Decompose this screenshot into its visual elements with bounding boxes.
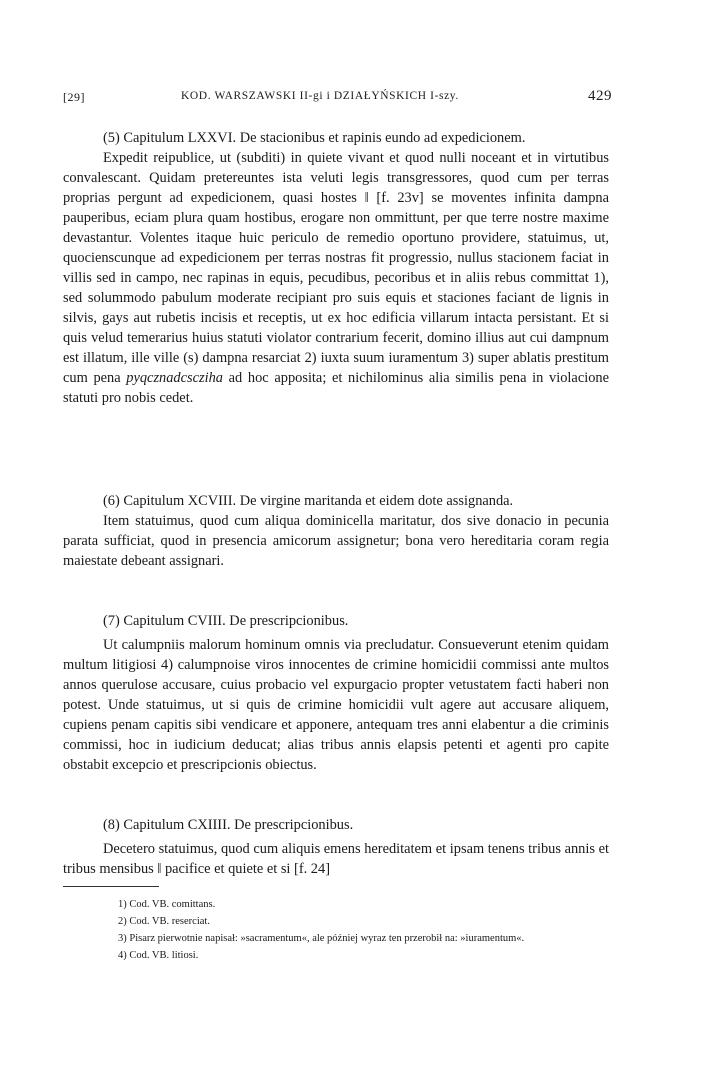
footnote-divider: [63, 886, 159, 887]
footnote: 3) Pisarz pierwotnie napisał: »sacramentum«, ale później wyraz ten przerobił na: »iuramentum«.: [118, 933, 525, 944]
footnote: 4) Cod. VB. litiosi.: [118, 950, 199, 961]
section-text: Ut calumpniis malorum hominum omnis via precludatur. Consueverunt etenim quidam multum litigiosi 4) calumpnoise viros innocentes de crimine homicidii commissi ante multos annos querulose accusare, cuius probacio vel expurgacio propter vetustatem facti haberi non potest. Unde statuimus, ut si quis de crimine homicidii vult agere aut accusare aliquem, cupiens penam capitis sibi vendicare et apponere, antequam tres anni elabentur a die criminis commissi, hoc in iudicium deducat; alias tribus annis elapsis petenti et agenti pro capite obstabit excepcio et prescripcionis obiectus.: [63, 637, 609, 773]
section-6: [63, 491, 609, 571]
section-heading: (7) Capitulum CVIII. De prescripcionibus.: [103, 613, 349, 629]
page-number: 429: [588, 88, 612, 104]
section-text: Item statuimus, quod cum aliqua dominicella maritatur, dos sive donacio in pecunia parata sufficiat, quod in presencia amicorum assignetur; bona vero hereditaria coram regia maiestate debeant assignari.: [63, 513, 609, 569]
section-text: Expedit reipublice, ut (subditi) in quiete vivant et quod nulli noceant et in virtutibus convalescant. Quidam pretereuntes ista veluti legis transgressores, quod cum per terras proprias pergunt ad expedicionem, quasi hostes ‖ [f. 23v] se moventes infinita dampna pauperibus, eciam plura quam hostibus, erogare non ommittunt, per que terre nostre maxime devastantur. Volentes itaque huic periculo de remedio oportuno providere, statuimus, ut, quocienscunque ad expedicionem per terras nostras fit progressio, nullus stacionem faciat in villis sed in campo, nec rapinas in equis, pecudibus, pecoribus et in aliis rebus committat 1), sed solummodo pabulum moderate recipiant pro suis equis et staciones faciant de lignis in silvis, gays aut rubetis incisis et receptis, ut ex hoc edificia villarum intacta persistant. Et si quis velud temerarius huius statuti violator contrarium fecerit, domino illius aut cui dampnum est illatum, ille ville (s) dampna resarciat 2) iuxta suum iuramentum 3) super ablatis prestitum cum pena pyqcznadcscziha ad hoc apposita; et nichilominus alia similis pena in violacione statuti pro nobis cedet.: [63, 150, 609, 406]
footnotes: [63, 896, 609, 964]
running-header: [63, 90, 612, 110]
footnote: 1) Cod. VB. comittans.: [118, 899, 216, 910]
section-7: [63, 611, 609, 775]
section-5: [63, 128, 609, 408]
section-heading: (6) Capitulum XCVIII. De virgine maritanda et eidem dote assignanda.: [103, 493, 514, 509]
header-section-number: [29]: [63, 90, 85, 104]
header-title: KOD. WARSZAWSKI II-gi i DZIAŁYŃSKICH I-szy.: [181, 90, 459, 102]
section-heading: (8) Capitulum CXIIII. De prescripcionibus.: [103, 817, 354, 833]
section-8: [63, 815, 609, 879]
footnote: 2) Cod. VB. reserciat.: [118, 916, 210, 927]
section-heading: (5) Capitulum LXXVI. De stacionibus et rapinis eundo ad expedicionem.: [103, 130, 526, 146]
section-text: Decetero statuimus, quod cum aliquis emens hereditatem et ipsam tenens tribus annis et tribus mensibus ‖ pacifice et quiete et si [f. 24]: [63, 841, 609, 877]
italic-term: pyqcznadcscziha: [126, 370, 223, 386]
